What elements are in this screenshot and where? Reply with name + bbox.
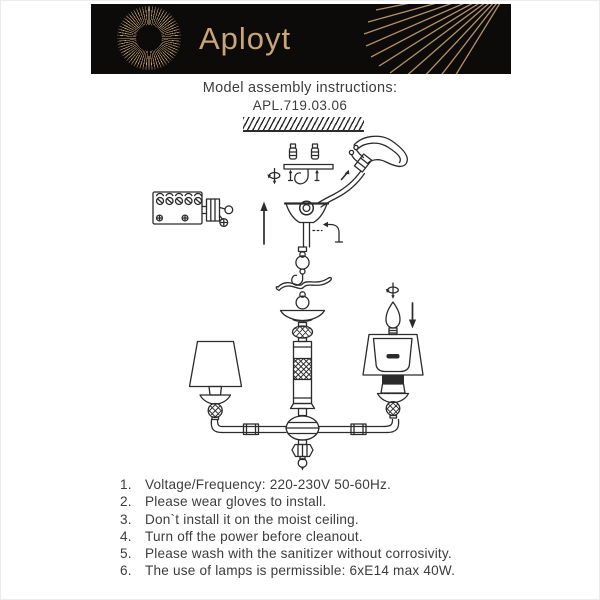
instruction-list xyxy=(120,476,520,580)
instruction-item xyxy=(120,562,520,579)
ceiling-hook-icon xyxy=(295,169,308,184)
instruction-item xyxy=(120,493,520,510)
instruction-text: The use of lamps is permissible: 6xE14 max 40W. xyxy=(145,563,456,579)
instruction-text: Voltage/Frequency: 220-230V 50-60Hz. xyxy=(145,477,391,492)
bobeche-icon xyxy=(200,395,231,404)
socket-slot-icon xyxy=(387,354,400,359)
instruction-text: Turn off the power before cleanout. xyxy=(145,528,363,544)
lamp-arm-left xyxy=(211,420,286,435)
right-fixture xyxy=(363,302,423,418)
up-arrow-icon xyxy=(260,202,267,245)
mounting-bracket xyxy=(284,165,333,184)
candle-sleeve-icon xyxy=(209,387,222,396)
bobeche-icon xyxy=(281,311,325,322)
instruction-number: 4. xyxy=(120,528,132,544)
brand-name: Aployt xyxy=(199,21,292,56)
instruction-item xyxy=(120,476,520,493)
rotation-arrow-icon xyxy=(267,169,280,185)
power-wires xyxy=(317,136,408,207)
down-arrow-icon xyxy=(409,303,416,329)
candle-bulb-icon xyxy=(386,302,400,328)
instruction-number: 2. xyxy=(120,494,132,510)
rotation-arrow-icon xyxy=(386,283,399,299)
socket-band-icon xyxy=(382,375,404,384)
model-number: APL.719.03.06 xyxy=(252,98,348,113)
wall-anchor-icon xyxy=(290,144,319,159)
instruction-number: 3. xyxy=(120,511,132,527)
instruction-text: Don`t install it on the moist ceiling. xyxy=(145,511,359,527)
instruction-text: Please wash with the sanitizer without corrosivity. xyxy=(145,546,452,562)
candle-sleeve-icon xyxy=(381,384,405,393)
instruction-item xyxy=(120,528,520,545)
canopy xyxy=(285,201,328,247)
ground-symbol-icon xyxy=(220,219,228,227)
lampshade-icon xyxy=(190,342,242,387)
instruction-number: 5. xyxy=(120,546,132,562)
page-title: Model assembly instructions: xyxy=(202,80,398,96)
instruction-text: Please wear gloves to install. xyxy=(145,494,327,510)
chain-ring-icon xyxy=(296,256,309,269)
chain-ring-icon xyxy=(296,296,309,309)
center-column xyxy=(276,247,331,471)
instruction-number: 6. xyxy=(120,563,132,579)
hook-arrow-icon xyxy=(313,222,343,242)
instruction-item xyxy=(120,545,520,562)
lamp-arm-right xyxy=(319,420,399,435)
instruction-item xyxy=(120,511,520,528)
terminal-block xyxy=(153,192,233,226)
mounting-screw-icon xyxy=(289,170,319,181)
instruction-number: 1. xyxy=(120,477,132,492)
finial-icon xyxy=(292,445,313,457)
left-fixture xyxy=(190,342,242,420)
